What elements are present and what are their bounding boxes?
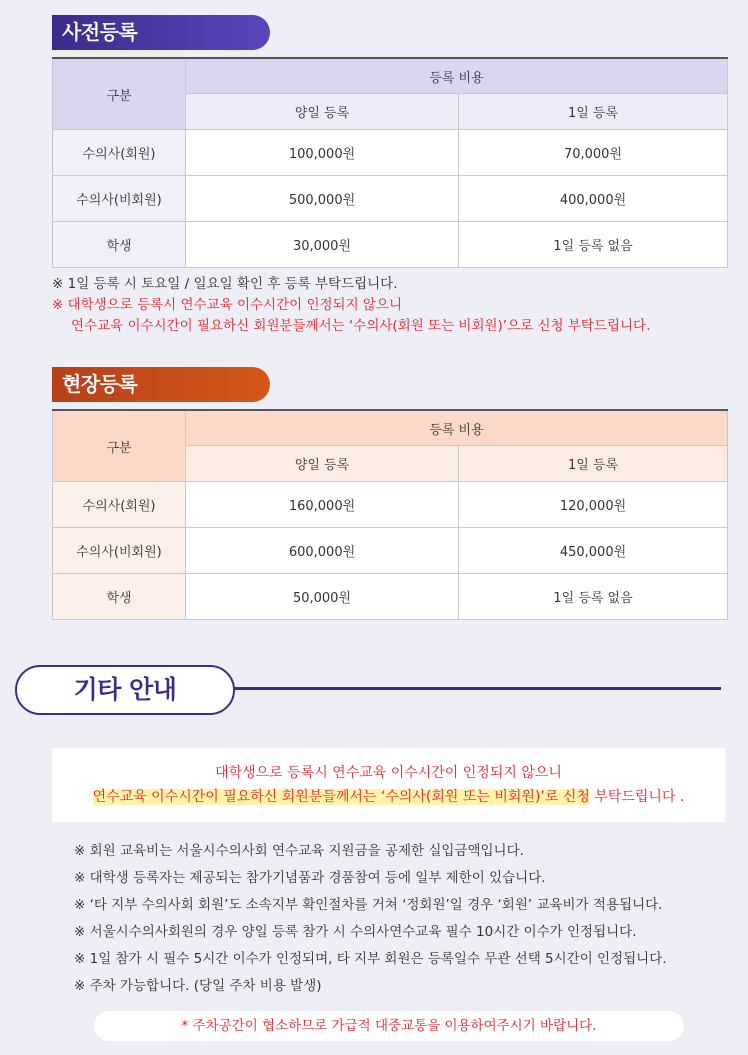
column-header-category: 구분 — [53, 410, 186, 482]
row-category: 수의사(회원) — [53, 482, 186, 528]
row-category: 수의사(회원) — [53, 130, 186, 176]
one-day-fee: 120,000원 — [459, 482, 728, 528]
column-header-fee: 등록 비용 — [186, 410, 728, 446]
row-category: 학생 — [53, 222, 186, 268]
callout-highlight: 연수교육 이수시간이 필요하신 회원분들께서는 ‘수의사(회원 또는 비회원)’로 신청 — [92, 789, 590, 805]
one-day-fee: 400,000원 — [459, 176, 728, 222]
column-header-one-day: 1일 등록 — [459, 94, 728, 130]
one-day-fee: 1일 등록 없음 — [459, 222, 728, 268]
table-row — [53, 528, 728, 574]
pre-registration-title: 사전등록 — [52, 15, 270, 50]
note-student-warning: ※ 대학생으로 등록시 연수교육 이수시간이 인정되지 않으니 — [52, 297, 403, 313]
two-day-fee: 50,000원 — [186, 574, 459, 620]
onsite-registration-title: 현장등록 — [52, 367, 270, 402]
table-row — [53, 176, 728, 222]
student-warning-callout — [52, 748, 725, 822]
list-item: ※ ‘타 지부 수의사회 회원’도 소속지부 확인절차를 거쳐 ‘정회원’일 경우 ‘회원’ 교육비가 적용됩니다. — [74, 897, 663, 913]
one-day-fee: 70,000원 — [459, 130, 728, 176]
list-item: ※ 1일 참가 시 필수 5시간 이수가 인정되며, 타 지부 회원은 등록일수 무관 선택 5시간이 인정됩니다. — [74, 951, 667, 967]
two-day-fee: 100,000원 — [186, 130, 459, 176]
parking-notice: * 주차공간이 협소하므로 가급적 대중교통을 이용하여주시기 바랍니다. — [94, 1011, 684, 1041]
table-row — [53, 222, 728, 268]
row-category: 수의사(비회원) — [53, 528, 186, 574]
list-item: ※ 주차 가능합니다. (당일 주차 비용 발생) — [74, 978, 322, 994]
callout-line-2-rest: 부탁드립니다 . — [589, 789, 685, 805]
section-divider-line — [233, 687, 721, 690]
onsite-registration-fee-table — [52, 409, 728, 620]
row-category: 수의사(비회원) — [53, 176, 186, 222]
column-header-two-day: 양일 등록 — [186, 446, 459, 482]
callout-line-1: 대학생으로 등록시 연수교육 이수시간이 인정되지 않으니 — [215, 765, 562, 781]
row-category: 학생 — [53, 574, 186, 620]
column-header-fee: 등록 비용 — [186, 58, 728, 94]
two-day-fee: 500,000원 — [186, 176, 459, 222]
column-header-category: 구분 — [53, 58, 186, 130]
note-saturday-sunday: ※ 1일 등록 시 토요일 / 일요일 확인 후 등록 부탁드립니다. — [52, 276, 398, 292]
list-item: ※ 대학생 등록자는 제공되는 참가기념품과 경품참여 등에 일부 제한이 있습니다. — [74, 870, 546, 886]
column-header-two-day: 양일 등록 — [186, 94, 459, 130]
two-day-fee: 600,000원 — [186, 528, 459, 574]
pre-registration-notes — [52, 274, 650, 337]
callout-line-2 — [52, 785, 725, 809]
pre-registration-fee-table — [52, 57, 728, 268]
table-row — [53, 482, 728, 528]
note-student-warning-detail: 연수교육 이수시간이 필요하신 회원분들께서는 ‘수의사(회원 또는 비회원)’으로 신청 부탁드립니다. — [71, 318, 651, 334]
list-item: ※ 회원 교육비는 서울시수의사회 연수교육 지원금을 공제한 실입금액입니다. — [74, 843, 524, 859]
other-info-title: 기타 안내 — [15, 665, 235, 715]
other-info-list — [74, 838, 667, 1000]
two-day-fee: 160,000원 — [186, 482, 459, 528]
table-row — [53, 130, 728, 176]
one-day-fee: 1일 등록 없음 — [459, 574, 728, 620]
column-header-one-day: 1일 등록 — [459, 446, 728, 482]
list-item: ※ 서울시수의사회원의 경우 양일 등록 참가 시 수의사연수교육 필수 10시간 이수가 인정됩니다. — [74, 924, 637, 940]
table-row — [53, 574, 728, 620]
two-day-fee: 30,000원 — [186, 222, 459, 268]
one-day-fee: 450,000원 — [459, 528, 728, 574]
